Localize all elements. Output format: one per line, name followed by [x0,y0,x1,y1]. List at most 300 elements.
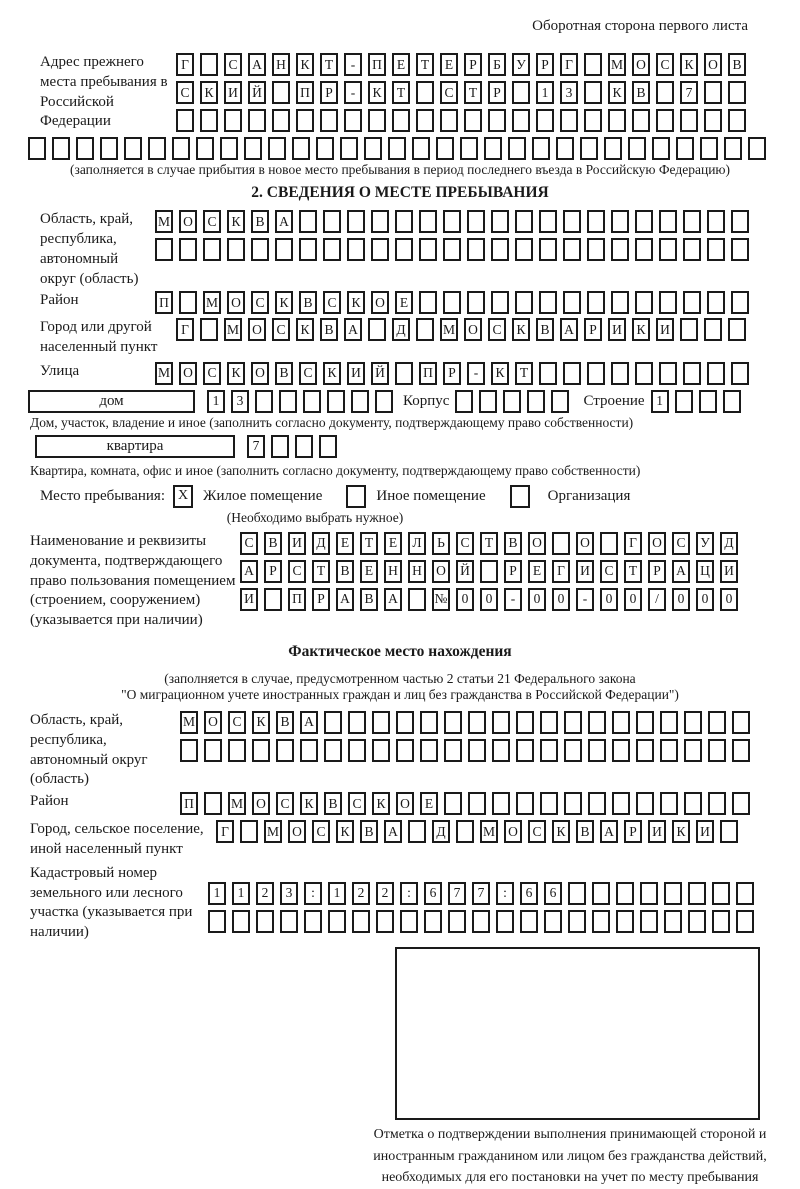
char-cell: М [180,711,198,734]
char-cell [480,560,498,583]
char-cell: О [504,820,522,843]
char-cell: Й [371,362,389,385]
char-cell: А [275,210,293,233]
char-cell [400,910,418,933]
char-cell [252,739,270,762]
char-cell [736,882,754,905]
char-cell: М [155,210,173,233]
char-cell: М [440,318,458,341]
char-cell: К [323,362,341,385]
char-cell [224,109,242,132]
char-cell: 0 [528,588,546,611]
char-cell [204,739,222,762]
char-cell [348,739,366,762]
char-cell: С [323,291,341,314]
char-cell: С [312,820,330,843]
char-cell: Д [720,532,738,555]
char-cell: И [720,560,738,583]
char-cell [124,137,142,160]
char-cell [232,910,250,933]
char-cell: В [324,792,342,815]
char-cell: В [320,318,338,341]
previous-address-overflow-row [28,137,800,160]
char-cell [580,137,598,160]
char-cell: В [336,560,354,583]
char-cell [200,53,218,76]
char-cell: Е [360,560,378,583]
char-cell [479,390,497,413]
char-cell: П [155,291,173,314]
char-cell [468,711,486,734]
char-cell: 1 [207,390,225,413]
city-row [176,318,746,341]
char-cell [539,362,557,385]
char-cell [676,137,694,160]
char-cell [280,910,298,933]
char-cell: А [600,820,618,843]
page-side-note: Оборотная сторона первого листа [532,18,748,34]
char-cell: 0 [696,588,714,611]
char-cell: В [576,820,594,843]
char-cell: С [528,820,546,843]
char-cell: В [251,210,269,233]
char-cell [344,109,362,132]
char-cell [527,390,545,413]
region-row-1 [155,210,749,233]
char-cell: Р [536,53,554,76]
stroenie-cells [651,390,741,413]
char-cell [196,137,214,160]
char-cell: С [656,53,674,76]
char-cell: П [288,588,306,611]
char-cell [604,137,622,160]
char-cell [728,109,746,132]
char-cell: 1 [536,81,554,104]
char-cell [220,137,238,160]
char-cell [227,238,245,261]
korpus-cells [455,390,569,413]
char-cell: Л [408,532,426,555]
actual-location-caption-1: (заполняется в случае, предусмотренном частью 2 статьи 21 Федерального закона [164,670,636,686]
char-cell: С [203,210,221,233]
actual-district-block [0,792,800,815]
char-cell [612,711,630,734]
char-cell: Т [624,560,642,583]
char-cell: С [228,711,246,734]
char-cell [492,711,510,734]
char-cell: С [600,560,618,583]
char-cell [611,291,629,314]
char-cell [563,362,581,385]
char-cell: 7 [472,882,490,905]
char-cell [520,910,538,933]
char-cell [419,210,437,233]
char-cell: Т [312,560,330,583]
residential-label: Жилое помещение [203,487,323,504]
char-cell [443,238,461,261]
char-cell [664,910,682,933]
char-cell [303,390,321,413]
house-number-cells [207,390,393,413]
char-cell [279,390,297,413]
char-cell: - [504,588,522,611]
char-cell [704,81,722,104]
char-cell: Т [360,532,378,555]
char-cell [155,238,173,261]
char-cell: 3 [560,81,578,104]
char-cell: К [300,792,318,815]
char-cell [680,318,698,341]
char-cell [707,291,725,314]
char-cell: Т [480,532,498,555]
char-cell [587,362,605,385]
char-cell: А [384,820,402,843]
char-cell: 2 [256,882,274,905]
char-cell: В [275,362,293,385]
char-cell: В [728,53,746,76]
apartment-number-cells [247,435,337,458]
char-cell [464,109,482,132]
char-cell [419,291,437,314]
char-cell: : [496,882,514,905]
char-cell: А [248,53,266,76]
char-cell [176,109,194,132]
char-cell: Б [488,53,506,76]
char-cell: В [299,291,317,314]
char-cell [611,210,629,233]
char-cell [375,390,393,413]
char-cell [456,820,474,843]
char-cell [731,362,749,385]
char-cell: М [264,820,282,843]
char-cell [204,792,222,815]
char-cell [568,910,586,933]
char-cell: У [696,532,714,555]
char-cell: - [467,362,485,385]
char-cell [732,739,750,762]
char-cell [208,910,226,933]
char-cell [612,792,630,815]
char-cell [712,882,730,905]
char-cell [636,792,654,815]
residential-checkbox: X [173,485,193,508]
apartment-caption: Квартира, комната, офис и иное (заполнить согласно документу, подтверждающему право собственности) [30,462,641,478]
char-cell: Р [584,318,602,341]
char-cell [712,910,730,933]
char-cell [364,137,382,160]
char-cell [443,291,461,314]
char-cell [455,390,473,413]
char-cell [536,109,554,132]
char-cell: Е [395,291,413,314]
char-cell [659,291,677,314]
char-cell: И [656,318,674,341]
actual-region-label: Область, край, республика, автономный округ (область) [30,711,148,788]
char-cell [683,210,701,233]
char-cell [707,238,725,261]
char-cell [515,210,533,233]
char-cell [496,910,514,933]
actual-location-title: Фактическое место нахождения [288,642,512,660]
char-cell: П [419,362,437,385]
char-cell [299,238,317,261]
char-cell: А [384,588,402,611]
char-cell: С [176,81,194,104]
char-cell [352,910,370,933]
char-cell: А [672,560,690,583]
char-cell [299,210,317,233]
city-block [0,318,800,358]
char-cell [396,711,414,734]
char-cell [616,882,634,905]
char-cell: У [512,53,530,76]
char-cell [688,910,706,933]
cadastral-row-2 [208,910,754,933]
char-cell [516,739,534,762]
char-cell: О [396,792,414,815]
char-cell [728,81,746,104]
char-cell: О [251,362,269,385]
char-cell [424,910,442,933]
char-cell: С [272,318,290,341]
char-cell: К [296,318,314,341]
char-cell: К [200,81,218,104]
char-cell [395,238,413,261]
char-cell [272,81,290,104]
city-label: Город или другой населенный пункт [40,319,158,356]
char-cell [659,210,677,233]
char-cell: О [227,291,245,314]
char-cell: Н [272,53,290,76]
house-row [28,390,800,413]
char-cell [460,137,478,160]
char-cell: В [360,588,378,611]
char-cell: К [672,820,690,843]
char-cell: Н [408,560,426,583]
char-cell [724,137,742,160]
char-cell: О [371,291,389,314]
char-cell [328,910,346,933]
char-cell [732,792,750,815]
char-cell [296,109,314,132]
char-cell: П [296,81,314,104]
char-cell [448,910,466,933]
char-cell: А [240,560,258,583]
region-label: Область, край, республика, автономный округ (область) [40,211,139,287]
char-cell [244,137,262,160]
char-cell: Е [336,532,354,555]
char-cell [436,137,454,160]
actual-district-label: Район [30,793,69,810]
char-cell [683,291,701,314]
char-cell [292,137,310,160]
char-cell: А [344,318,362,341]
char-cell: С [288,560,306,583]
char-cell [444,792,462,815]
char-cell [319,435,337,458]
char-cell [467,291,485,314]
char-cell [372,711,390,734]
char-cell [179,238,197,261]
char-cell: 6 [424,882,442,905]
char-cell [635,362,653,385]
char-cell: : [400,882,418,905]
char-cell [748,137,766,160]
char-cell: Е [392,53,410,76]
char-cell [295,435,313,458]
char-cell [271,435,289,458]
organization-checkbox [510,485,530,508]
char-cell: 0 [720,588,738,611]
char-cell [731,238,749,261]
char-cell [340,137,358,160]
actual-city-label: Город, сельское поселение, иной населенный пункт [30,821,204,857]
char-cell: 1 [328,882,346,905]
char-cell: К [227,210,245,233]
char-cell: Т [464,81,482,104]
char-cell: Т [416,53,434,76]
char-cell: А [560,318,578,341]
char-cell: Й [248,81,266,104]
char-cell: С [276,792,294,815]
char-cell [492,792,510,815]
char-cell: 0 [600,588,618,611]
char-cell [388,137,406,160]
document-row-3 [240,588,738,611]
char-cell: О [179,362,197,385]
char-cell [700,137,718,160]
char-cell [408,820,426,843]
char-cell: И [240,588,258,611]
section2-title: 2. СВЕДЕНИЯ О МЕСТЕ ПРЕБЫВАНИЯ [251,184,549,202]
char-cell [392,109,410,132]
char-cell: Р [312,588,330,611]
char-cell [412,137,430,160]
char-cell [304,910,322,933]
char-cell: 0 [456,588,474,611]
char-cell [323,238,341,261]
char-cell: О [632,53,650,76]
char-cell [248,109,266,132]
char-cell: О [248,318,266,341]
char-cell [444,711,462,734]
cadastral-row-1 [208,882,754,905]
char-cell [731,210,749,233]
char-cell: 1 [208,882,226,905]
char-cell [704,109,722,132]
char-cell: Е [384,532,402,555]
char-cell [516,711,534,734]
char-cell: С [240,532,258,555]
char-cell [659,238,677,261]
stay-type-hint: (Необходимо выбрать нужное) [226,509,404,525]
char-cell: С [224,53,242,76]
char-cell [720,820,738,843]
char-cell: Г [216,820,234,843]
char-cell [675,390,693,413]
char-cell [515,291,533,314]
char-cell [348,711,366,734]
char-cell [256,910,274,933]
char-cell [416,109,434,132]
char-cell: В [264,532,282,555]
char-cell [320,109,338,132]
char-cell [420,711,438,734]
char-cell: Т [392,81,410,104]
char-cell [723,390,741,413]
char-cell [636,739,654,762]
char-cell: 0 [672,588,690,611]
char-cell: В [632,81,650,104]
char-cell: В [360,820,378,843]
char-cell [408,588,426,611]
char-cell [396,739,414,762]
apartment-row [35,435,800,458]
char-cell [540,739,558,762]
char-cell [632,109,650,132]
char-cell [588,739,606,762]
char-cell [539,210,557,233]
char-cell [611,362,629,385]
char-cell: О [528,532,546,555]
char-cell: 2 [352,882,370,905]
char-cell: С [456,532,474,555]
char-cell [731,291,749,314]
char-cell [503,390,521,413]
char-cell [556,137,574,160]
char-cell: А [336,588,354,611]
char-cell [659,362,677,385]
char-cell [76,137,94,160]
char-cell: Й [456,560,474,583]
char-cell: И [347,362,365,385]
char-cell [268,137,286,160]
actual-district-row [180,792,750,815]
actual-region-row-2 [180,739,750,762]
apartment-type-box: квартира [35,435,235,458]
char-cell [371,210,389,233]
previous-address-row-2 [176,81,746,104]
char-cell [635,291,653,314]
char-cell [608,109,626,132]
region-block [0,210,800,289]
document-label: Наименование и реквизиты документа, подтверждающего право пользования помещением (строением, сооружением) (указывается при наличии) [30,532,236,629]
char-cell: - [344,81,362,104]
char-cell [708,792,726,815]
char-cell [592,910,610,933]
char-cell [100,137,118,160]
cadastral-label: Кадастровый номер земельного или лесного участка (указывается при наличии) [30,864,193,941]
char-cell [539,238,557,261]
cadastral-block [0,864,800,943]
char-cell [584,109,602,132]
char-cell [563,238,581,261]
char-cell: К [608,81,626,104]
char-cell: С [299,362,317,385]
char-cell: 7 [680,81,698,104]
char-cell [564,792,582,815]
char-cell [532,137,550,160]
char-cell [228,739,246,762]
char-cell [688,882,706,905]
char-cell [732,711,750,734]
char-cell [515,238,533,261]
char-cell [612,739,630,762]
char-cell: Е [420,792,438,815]
char-cell [200,318,218,341]
char-cell [347,238,365,261]
char-cell [704,318,722,341]
